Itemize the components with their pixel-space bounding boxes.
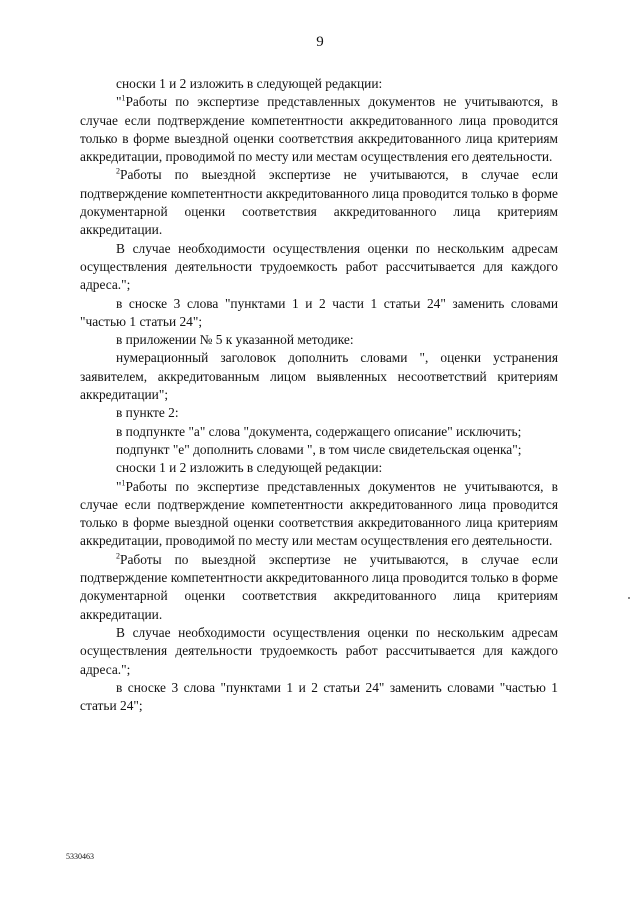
paragraph-12: "$^1$Работы по экспертизе представленных документов не учитываются, в случае если подтверждение компетентности аккредитованного лица проводится только в форме выездной оценки соответствия аккредитованного лица критериям аккредитации, проводимой по месту или местам осуществления его деятельности.	[80, 478, 558, 549]
footnote-marker: 2	[116, 167, 120, 177]
footnote-marker: 1	[121, 478, 126, 488]
footnote-marker: 2	[116, 551, 120, 561]
page-number: 9	[316, 34, 324, 50]
paragraph-2: "$^1$Работы по экспертизе представленных документов не учитываются, в случае если подтверждение компетентности аккредитованного лица проводится только в форме выездной оценки соответствия аккредитованного лица критериям аккредитации, проводимой по месту или местам осуществления его деятельности.	[80, 93, 558, 165]
paragraph-15: в сноске 3 слова "пунктами 1 и 2 статьи 24" заменить словами "частью 1 статьи 24";	[80, 679, 558, 714]
paragraph-8: в пункте 2:	[116, 405, 179, 421]
paragraph-3: $^2$Работы по выездной экспертизе не учитываются, в случае если подтверждение компетентности аккредитованного лица проводится только в форме документарной оценки соответствия аккредитованного лица критериям аккредитации.	[80, 167, 558, 238]
paragraph-13: $^2$Работы по выездной экспертизе не учитываются, в случае если подтверждение компетентности аккредитованного лица проводится только в форме документарной оценки соответствия аккредитованного лица критериям аккредитации.	[80, 551, 558, 622]
paragraph-1: сноски 1 и 2 изложить в следующей редакции:	[116, 76, 383, 91]
paragraph-14: В случае необходимости осуществления оценки по нескольким адресам осуществления деятельности трудоемкость работ рассчитывается для каждого адреса.";	[80, 624, 558, 677]
paragraph-9: в подпункте "а" слова "документа, содержащего описание" исключить;	[116, 423, 522, 439]
paragraph-10: подпункт "е" дополнить словами ", в том числе свидетельская оценка";	[116, 441, 522, 457]
footnote-marker: 1	[121, 93, 126, 103]
document-body	[80, 75, 558, 715]
paragraph-11: сноски 1 и 2 изложить в следующей редакции:	[116, 460, 383, 476]
paragraph-6: в приложении № 5 к указанной методике:	[116, 332, 354, 348]
paragraph-5: в сноске 3 слова "пунктами 1 и 2 части 1 статьи 24" заменить словами "частью 1 статьи 24";	[80, 295, 558, 329]
paragraph-4: В случае необходимости осуществления оценки по нескольким адресам осуществления деятельности трудоемкость работ рассчитывается для каждого адреса.";	[80, 240, 558, 293]
scan-mark	[628, 597, 630, 599]
document-code: 5330463	[66, 852, 94, 861]
paragraph-7: нумерационный заголовок дополнить словами ", оценки устранения заявителем, аккредитованным лицом выявленных несоответствий критериям аккредитации";	[80, 350, 558, 403]
